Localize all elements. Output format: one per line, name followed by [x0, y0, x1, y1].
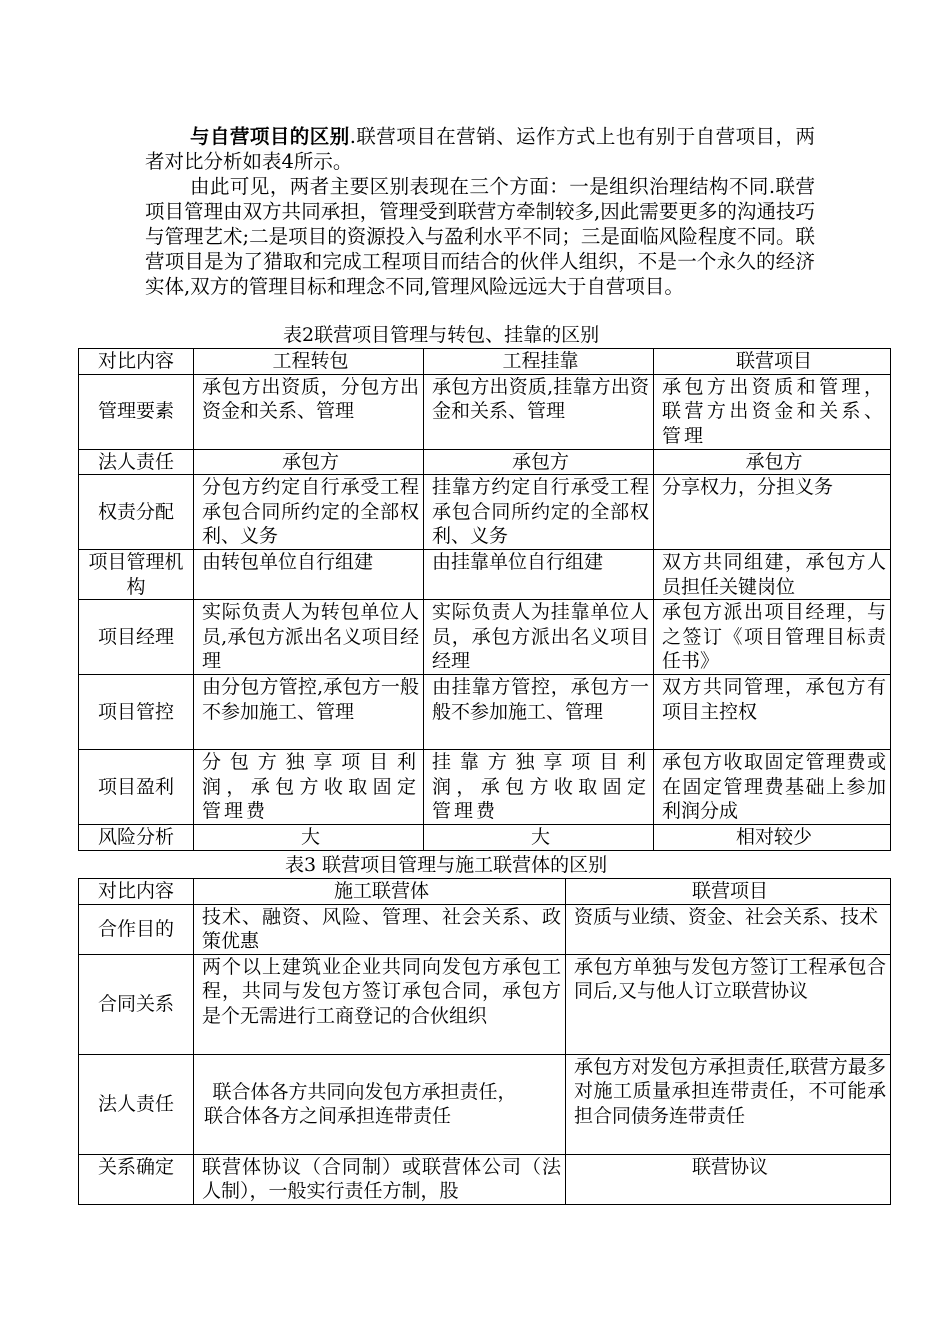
table-cell: 承包方: [194, 449, 424, 475]
table-cell: 双方共同管理，承包方有项目主控权: [654, 675, 891, 750]
table-row: [79, 600, 891, 675]
table-cell: 分享权力，分担义务: [654, 475, 891, 550]
cell-line: 联合体各方之间承担连带责任: [204, 1105, 452, 1127]
table-row: [79, 954, 891, 1054]
table-cell: 由分包方管控,承包方一般不参加施工、管理: [194, 675, 424, 750]
table-row: [79, 550, 891, 600]
table-cell: 承包方对发包方承担责任,联营方最多对施工质量承担连带责任，不可能承担合同债务连带责任: [566, 1054, 891, 1154]
row-label: 法人责任: [79, 1054, 194, 1154]
table-cell: 承包方单独与发包方签订工程承包合同后,又与他人订立联营协议: [566, 954, 891, 1054]
table-cell: 双方共同组建，承包方人员担任关键岗位: [654, 550, 891, 600]
table-row: [79, 374, 891, 449]
table3-header: 施工联营体: [194, 879, 566, 905]
table-cell: 分包方独享项目利润，承包方收取固定管理费: [194, 750, 424, 825]
table3-header: 对比内容: [79, 879, 194, 905]
section-heading: 与自营项目的区别: [190, 125, 350, 148]
table-row: [79, 1154, 891, 1204]
table2-header: 工程挂靠: [424, 349, 654, 375]
table-cell: 由挂靠方管控，承包方一般不参加施工、管理: [424, 675, 654, 750]
table-row: [79, 475, 891, 550]
row-label: 项目管控: [79, 675, 194, 750]
row-label: 合作目的: [79, 904, 194, 954]
table-row: [79, 750, 891, 825]
table-cell: 分包方约定自行承受工程承包合同所约定的全部权利、义务: [194, 475, 424, 550]
table-cell: 大: [424, 825, 654, 851]
row-label: 项目经理: [79, 600, 194, 675]
row-label: 管理要素: [79, 374, 194, 449]
table-cell: 联营体协议（合同制）或联营体公司（法人制），一般实行责任方制，股: [194, 1154, 566, 1204]
table2-header-row: [79, 349, 891, 375]
table-cell: 实际负责人为转包单位人员,承包方派出名义项目经理: [194, 600, 424, 675]
row-label: 风险分析: [79, 825, 194, 851]
table-cell: 承包方派出项目经理，与之签订《项目管理目标责任书》: [654, 600, 891, 675]
table-cell: 承包方出资质，分包方出资金和关系、管理: [194, 374, 424, 449]
table-cell: 由转包单位自行组建: [194, 550, 424, 600]
table2-header: 联营项目: [654, 349, 891, 375]
table-cell: 两个以上建筑业企业共同向发包方承包工程，共同与发包方签订承包合同，承包方是个无需进行工商登记的合伙组织: [194, 954, 566, 1054]
table-row: [79, 904, 891, 954]
row-label: 关系确定: [79, 1154, 194, 1204]
table-cell: 挂靠方约定自行承受工程承包合同所约定的全部权利、义务: [424, 475, 654, 550]
table-cell: 承包方: [654, 449, 891, 475]
row-label: 项目盈利: [79, 750, 194, 825]
table-cell: 联营协议: [566, 1154, 891, 1204]
table3: [78, 878, 891, 1205]
table-row: [79, 449, 891, 475]
intro-paragraph-1-text: .联营项目在营销、运作方式上也有别于自营项目，两者对比分析如表4所示。: [145, 125, 815, 173]
table3-header-row: [79, 879, 891, 905]
table-cell: 由挂靠单位自行组建: [424, 550, 654, 600]
table-cell: 实际负责人为挂靠单位人员，承包方派出名义项目经理: [424, 600, 654, 675]
table2: [78, 348, 891, 851]
table2-header: 工程转包: [194, 349, 424, 375]
table-row: [79, 825, 891, 851]
row-label: 权责分配: [79, 475, 194, 550]
table3-header: 联营项目: [566, 879, 891, 905]
row-label: 项目管理机构: [79, 550, 194, 600]
intro-paragraph-2: 由此可见，两者主要区别表现在三个方面：一是组织治理结构不同.联营项目管理由双方共同承担，管理受到联营方牵制较多,因此需要更多的沟通技巧与管理艺术;二是项目的资源投入与盈利水平不同；三是面临风险程度不同。联营项目是为了猎取和完成工程项目而结合的伙伴人组织，不是一个永久的经济实体,双方的管理目标和理念不同,管理风险远远大于自营项目。: [145, 175, 815, 298]
table-cell: 大: [194, 825, 424, 851]
table-row: [79, 1054, 891, 1154]
table2-header: 对比内容: [79, 349, 194, 375]
table-row: [79, 675, 891, 750]
table-cell: 承包方出资质和管理，联营方出资金和关系、管理: [654, 374, 891, 449]
table-cell: 技术、融资、风险、管理、社会关系、政策优惠: [194, 904, 566, 954]
table-cell: [194, 1054, 566, 1154]
table-cell: 承包方收取固定管理费或在固定管理费基础上参加利润分成: [654, 750, 891, 825]
table-cell: 承包方出资质,挂靠方出资金和关系、管理: [424, 374, 654, 449]
cell-line: 联合体各方共同向发包方承担责任，: [212, 1080, 517, 1103]
row-label: 合同关系: [79, 954, 194, 1054]
table-cell: 相对较少: [654, 825, 891, 851]
row-label: 法人责任: [79, 449, 194, 475]
table-cell: 挂靠方独享项目利润，承包方收取固定管理费: [424, 750, 654, 825]
intro-paragraph-1: [145, 124, 815, 174]
table-cell: 资质与业绩、资金、社会关系、技术: [566, 904, 891, 954]
table3-caption: 表3 联营项目管理与施工联营体的区别: [285, 854, 608, 876]
table-cell: 承包方: [424, 449, 654, 475]
table2-caption: 表2联营项目管理与转包、挂靠的区别: [283, 324, 600, 346]
